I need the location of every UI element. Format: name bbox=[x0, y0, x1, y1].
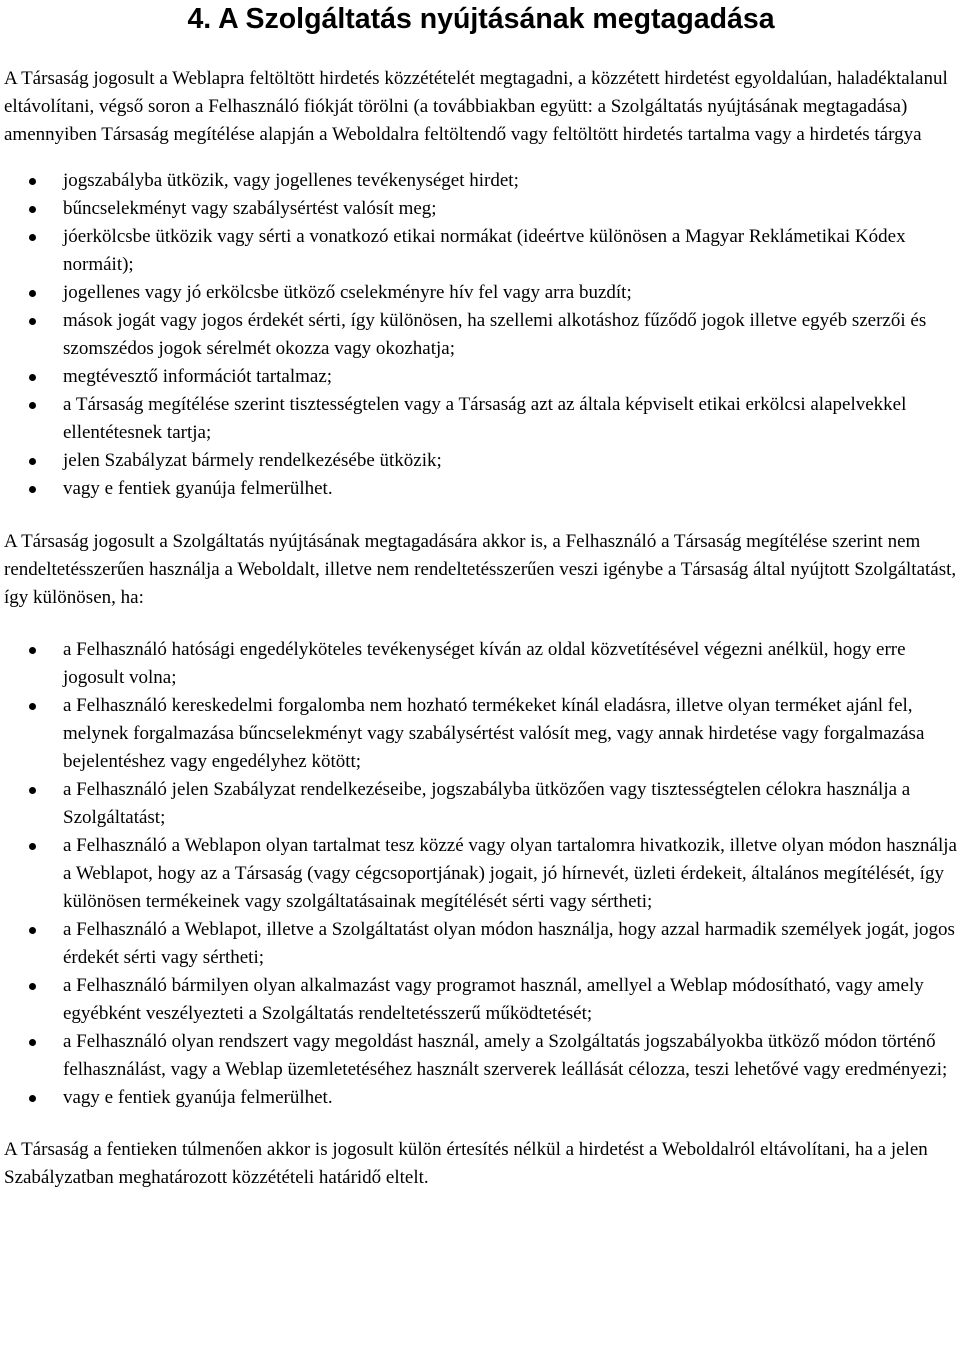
list-item-text: a Felhasználó kereskedelmi forgalomba nem hozható termékeket kínál eladásra, illetve olyan terméket ajánl fel, melynek forgalmazása bűncselekményt vagy szabálysértést valósít meg, vagy annak hirdetése vagy forgalmazása bejelentéshez vagy engedélyhez kötött; bbox=[63, 695, 925, 772]
paragraph-removal: A Társaság a fentieken túlmenően akkor is jogosult külön értesítés nélkül a hirdetést a Weboldalról eltávolítani, ha a jelen Szabályzatban meghatározott közzétételi határidő eltelt. bbox=[4, 1139, 928, 1188]
list-item-text: megtévesztő információt tartalmaz; bbox=[63, 366, 333, 387]
bullet-icon bbox=[29, 290, 36, 297]
misuse-list bbox=[4, 636, 958, 1112]
list-item bbox=[4, 776, 958, 832]
list-item bbox=[4, 391, 958, 447]
bullet-icon bbox=[29, 647, 36, 654]
bullet-icon bbox=[29, 843, 36, 850]
list-item-text: a Felhasználó hatósági engedélyköteles tevékenységet kíván az oldal közvetítésével végezni anélkül, hogy erre jogosult volna; bbox=[63, 639, 906, 688]
paragraph-usage: A Társaság jogosult a Szolgáltatás nyújtásának megtagadására akkor is, a Felhasználó a Társaság megítélése szerint nem rendeltetésszerűen használja a Weboldalt, illetve nem rendeltetésszerűen veszi igénybe a Társaság által nyújtott Szolgáltatást, így különösen, ha: bbox=[4, 531, 957, 608]
list-item bbox=[4, 692, 958, 776]
list-item-text: a Felhasználó jelen Szabályzat rendelkezéseibe, jogszabályba ütközően vagy tisztességtelen célokra használja a Szolgáltatást; bbox=[63, 779, 911, 828]
list-item-text: jogellenes vagy jó erkölcsbe ütköző cselekményre hív fel vagy arra buzdít; bbox=[63, 282, 632, 303]
bullet-icon bbox=[29, 787, 36, 794]
paragraph-intro: A Társaság jogosult a Weblapra feltöltött hirdetés közzétételét megtagadni, a közzétett hirdetést egyoldalúan, haladéktalanul eltávolítani, végső soron a Felhasználó fiókját törölni (a továbbiakban együtt: a Szolgáltatás nyújtásának megtagadása) amennyiben Társaság megítélése alapján a Weboldalra feltöltendő vagy feltöltött hirdetés tartalma vagy a hirdetés tárgya bbox=[4, 68, 948, 145]
list-item-text: jelen Szabályzat bármely rendelkezésébe ütközik; bbox=[63, 450, 442, 471]
list-item-text: mások jogát vagy jogos érdekét sérti, így különösen, ha szellemi alkotáshoz fűződő jogok illetve egyéb szerzői és szomszédos jogok sérelmét okozza vagy okozhatja; bbox=[63, 310, 927, 359]
list-item-text: a Társaság megítélése szerint tisztességtelen vagy a Társaság azt az általa képviselt etikai erkölcsi alapelvekkel ellentétesnek tartja; bbox=[63, 394, 907, 443]
list-item-text: a Felhasználó bármilyen olyan alkalmazást vagy programot használ, amellyel a Weblap módosítható, vagy amely egyébként veszélyezteti a Szolgáltatás rendeltetésszerű működtetését; bbox=[63, 975, 924, 1024]
list-item bbox=[4, 195, 958, 223]
list-item-text: jogszabályba ütközik, vagy jogellenes tevékenységet hirdet; bbox=[63, 170, 519, 191]
list-item-text: jóerkölcsbe ütközik vagy sérti a vonatkozó etikai normákat (ideértve különösen a Magyar Reklámetikai Kódex normáit); bbox=[63, 226, 906, 275]
bullet-icon bbox=[29, 486, 36, 493]
bullet-icon bbox=[29, 374, 36, 381]
list-item bbox=[4, 636, 958, 692]
bullet-icon bbox=[29, 178, 36, 185]
list-item bbox=[4, 972, 958, 1028]
bullet-icon bbox=[29, 458, 36, 465]
list-item bbox=[4, 363, 958, 391]
bullet-icon bbox=[29, 402, 36, 409]
list-item bbox=[4, 167, 958, 195]
list-item bbox=[4, 279, 958, 307]
bullet-icon bbox=[29, 983, 36, 990]
document-page bbox=[4, 0, 958, 1192]
prohibited-content-list bbox=[4, 167, 958, 503]
list-item bbox=[4, 832, 958, 916]
list-item-text: bűncselekményt vagy szabálysértést valósít meg; bbox=[63, 198, 437, 219]
list-item-text: vagy e fentiek gyanúja felmerülhet. bbox=[63, 1087, 333, 1108]
bullet-icon bbox=[29, 234, 36, 241]
list-item bbox=[4, 447, 958, 475]
bullet-icon bbox=[29, 927, 36, 934]
list-item-text: a Felhasználó a Weblapot, illetve a Szolgáltatást olyan módon használja, hogy azzal harmadik személyek jogát, jogos érdekét sérti vagy sértheti; bbox=[63, 919, 955, 968]
list-item bbox=[4, 307, 958, 363]
list-item bbox=[4, 475, 958, 503]
section-title: 4. A Szolgáltatás nyújtásának megtagadása bbox=[187, 3, 775, 35]
bullet-icon bbox=[29, 206, 36, 213]
bullet-icon bbox=[29, 1095, 36, 1102]
list-item bbox=[4, 1028, 958, 1084]
bullet-icon bbox=[29, 703, 36, 710]
list-item bbox=[4, 1084, 958, 1112]
list-item-text: a Felhasználó olyan rendszert vagy megoldást használ, amely a Szolgáltatás jogszabályokba ütköző módon történő felhasználást, vagy a Weblap üzemletetéséhez használt szerverek leállását célozza, teszi lehetővé vagy eredményezi; bbox=[63, 1031, 948, 1080]
list-item-text: vagy e fentiek gyanúja felmerülhet. bbox=[63, 478, 333, 499]
list-item bbox=[4, 223, 958, 279]
list-item bbox=[4, 916, 958, 972]
bullet-icon bbox=[29, 1039, 36, 1046]
list-item-text: a Felhasználó a Weblapon olyan tartalmat tesz közzé vagy olyan tartalomra hivatkozik, illetve olyan módon használja a Weblapot, hogy az a Társaság (vagy cégcsoportjának) jogait, jó hírnevét, üzleti érdekeit, általános megítélését, így különösen termékeinek vagy szolgáltatásainak megítélését sérti vagy sértheti; bbox=[63, 835, 957, 912]
bullet-icon bbox=[29, 318, 36, 325]
